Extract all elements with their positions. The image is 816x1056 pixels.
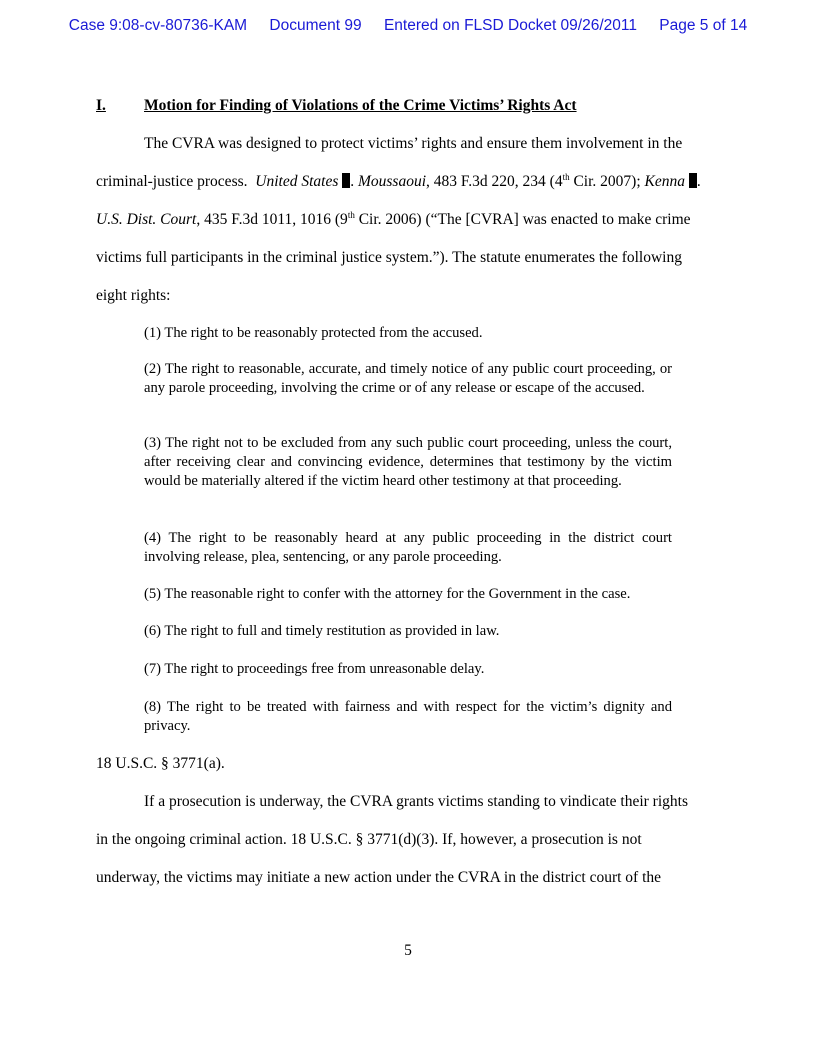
right-8: (8) The right to be treated with fairness and with respect for the victim’s dignity and privacy. (144, 699, 672, 734)
docket-header (0, 17, 816, 35)
statute-citation: 18 U.S.C. § 3771(a). (96, 755, 225, 772)
right-4: (4) The right to be reasonably heard at any public proceeding in the district court involving release, plea, sentencing, or any parole proceeding. (144, 530, 672, 565)
section-title: Motion for Finding of Violations of the Crime Victims’ Rights Act (144, 97, 577, 114)
text-run: . (350, 173, 358, 190)
entered-docket: Entered on FLSD Docket 09/26/2011 (383, 17, 637, 34)
text-run: criminal-justice process. (96, 173, 256, 190)
text-run: . (696, 173, 701, 190)
section-number: I. (96, 97, 106, 114)
text-run: Cir. 2006) (“The [CVRA] was enacted to make crime (354, 211, 691, 228)
page-count: Page 5 of 14 (659, 17, 748, 34)
para1-line4: victims full participants in the criminal justice system.”). The statute enumerates the following (96, 249, 682, 266)
case-name: Moussaoui (357, 173, 427, 190)
right-1: (1) The right to be reasonably protected from the accused. (144, 325, 483, 341)
case-name: United States (255, 173, 339, 190)
case-name: Kenna (644, 173, 685, 190)
document-number: Document 99 (269, 17, 362, 34)
para1-line3 (96, 211, 691, 229)
para1-line2 (96, 173, 701, 191)
text-run: , 435 F.3d 1011, 1016 (9 (196, 211, 348, 228)
right-3: (3) The right not to be excluded from any such public court proceeding, unless the court, after receiving clear and convincing evidence, determines that testimony by the victim would be materially altered if the victim heard other testimony at that proceeding. (144, 435, 672, 489)
para1-line1: The CVRA was designed to protect victims’ rights and ensure them involvement in the (144, 135, 683, 152)
right-7: (7) The right to proceedings free from unreasonable delay. (144, 661, 485, 677)
text-run: , 483 F.3d 220, 234 (4 (426, 173, 563, 190)
para2-line2: in the ongoing criminal action. 18 U.S.C. § 3771(d)(3). If, however, a prosecution is not (96, 831, 642, 848)
case-number: Case 9:08-cv-80736-KAM (68, 17, 248, 34)
right-2: (2) The right to reasonable, accurate, and timely notice of any public court proceeding, or any parole proceeding, involving the crime or of any release or escape of the accused. (144, 361, 672, 396)
para1-line5: eight rights: (96, 287, 171, 304)
para2-line3: underway, the victims may initiate a new action under the CVRA in the district court of the (96, 869, 662, 886)
page-number: 5 (404, 942, 412, 959)
section-heading (96, 97, 577, 115)
redaction-mark (689, 173, 697, 188)
para2-line1: If a prosecution is underway, the CVRA grants victims standing to vindicate their rights (144, 793, 688, 810)
right-6: (6) The right to full and timely restitution as provided in law. (144, 623, 500, 639)
superscript: th (347, 210, 355, 220)
text-run: Cir. 2007); (569, 173, 645, 190)
court-name: U.S. Dist. Court (96, 211, 197, 228)
superscript: th (562, 172, 570, 182)
right-5: (5) The reasonable right to confer with the attorney for the Government in the case. (144, 586, 631, 602)
